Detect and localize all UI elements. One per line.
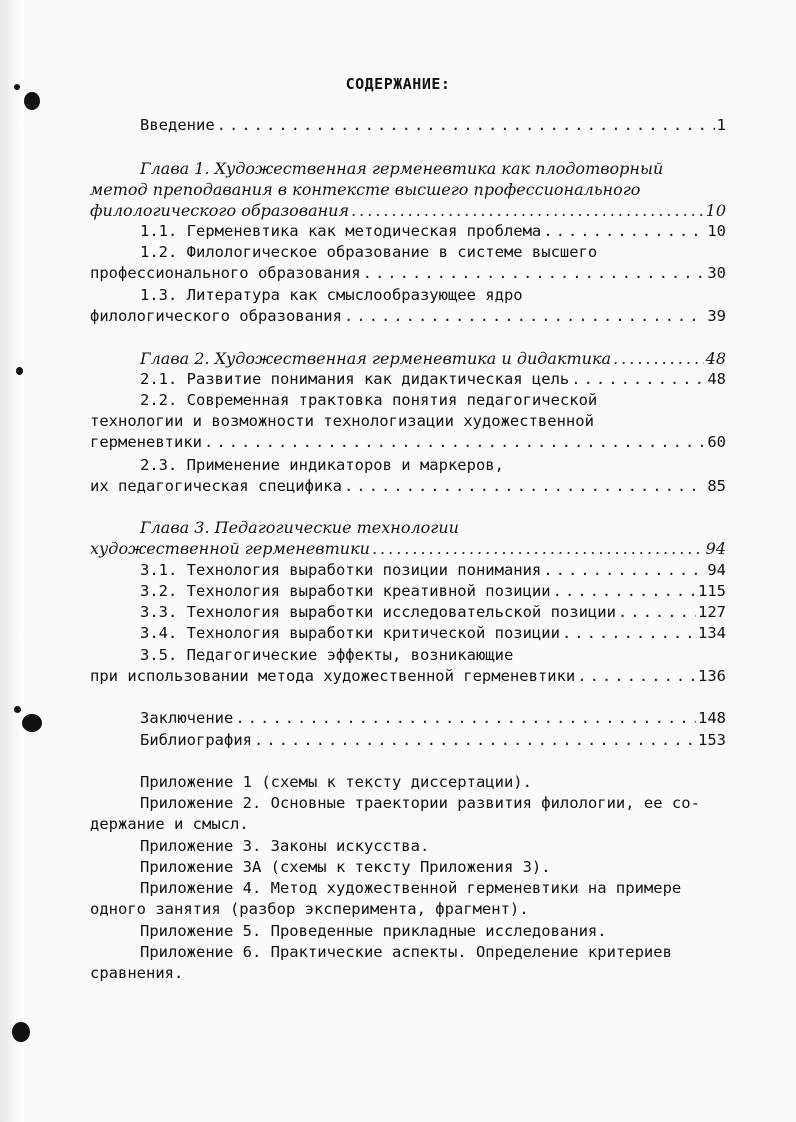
toc-page-number: 94	[707, 561, 726, 579]
toc-entry-3-4	[140, 623, 726, 644]
scan-blot-icon	[24, 92, 40, 110]
toc-entry-conclusion	[140, 708, 726, 729]
toc-entry-text: художественной герменевтики	[90, 539, 370, 558]
toc-entry-text: Библиография	[140, 731, 252, 749]
toc-leader-dots	[363, 263, 706, 284]
toc-leader-dots	[577, 666, 696, 687]
toc-entry-text: филологического образования	[90, 201, 350, 220]
toc-entry-2-3-line1: 2.3. Применение индикаторов и маркеров,	[140, 456, 504, 474]
toc-leader-dots	[553, 581, 696, 602]
appendix-2-line2: держание и смысл.	[90, 815, 249, 833]
toc-entry-3-5-line1: 3.5. Педагогические эффекты, возникающие	[140, 646, 514, 664]
toc-entry-2-2-line1: 2.2. Современная трактовка понятия педагогической	[140, 391, 598, 409]
toc-leader-dots	[204, 432, 705, 453]
toc-page-number: 1	[716, 116, 726, 134]
scan-blot-icon	[16, 367, 23, 375]
toc-entry-text: Глава 2. Художественная герменевтика и дидактика	[140, 349, 612, 368]
appendix-5: Приложение 5. Проведенные прикладные исследования.	[140, 922, 607, 940]
toc-page-number: 48	[705, 349, 726, 368]
toc-leader-dots	[543, 560, 705, 581]
toc-leader-dots	[372, 538, 704, 559]
toc-page-number: 94	[705, 539, 726, 558]
toc-page-number: 85	[707, 477, 726, 495]
toc-entry-2-2	[90, 432, 726, 453]
appendix-2-line1: Приложение 2. Основные траектории развития филологии, ее со-	[140, 794, 700, 812]
appendix-3: Приложение 3. Законы искусства.	[140, 837, 430, 855]
chapter1-heading-line2: метод преподавания в контексте высшего профессионального	[90, 180, 641, 199]
toc-page-number: 60	[707, 433, 726, 451]
toc-entry-2-1	[140, 369, 726, 390]
toc-entry-1-2-line1: 1.2. Филологическое образование в системе высшего	[140, 243, 598, 261]
toc-entry-2-3	[90, 476, 726, 497]
toc-entry-1-3	[90, 306, 726, 327]
toc-entry-text: 3.3. Технология выработки исследовательской позиции	[140, 603, 616, 621]
toc-entry-chapter3	[90, 538, 726, 559]
toc-entry-3-2	[140, 581, 726, 602]
toc-entry-1-1	[140, 221, 726, 242]
toc-page-number: 115	[698, 582, 726, 600]
toc-entry-intro	[140, 115, 726, 136]
chapter3-heading-line1: Глава 3. Педагогические технологии	[140, 518, 459, 537]
appendix-3a: Приложение 3А (схемы к тексту Приложения 3).	[140, 858, 551, 876]
scan-blot-icon	[22, 714, 42, 732]
toc-leader-dots	[344, 476, 705, 497]
toc-leader-dots	[254, 730, 696, 751]
toc-entry-text: герменевтики	[90, 433, 202, 451]
toc-leader-dots	[351, 200, 704, 221]
toc-leader-dots	[217, 115, 715, 136]
toc-leader-dots	[571, 369, 705, 390]
toc-leader-dots	[562, 623, 696, 644]
toc-entry-2-2-line2: технологии и возможности технологизации художественной	[90, 412, 594, 430]
toc-page-number: 153	[698, 731, 726, 749]
toc-page-number: 48	[707, 370, 726, 388]
appendix-4-line1: Приложение 4. Метод художественной герменевтики на примере	[140, 879, 682, 897]
toc-entry-text: их педагогическая специфика	[90, 477, 342, 495]
page-title: СОДЕРЖАНИЕ:	[345, 75, 451, 93]
toc-entry-1-3-line1: 1.3. Литература как смыслообразующее ядро	[140, 286, 523, 304]
toc-page-number: 136	[698, 667, 726, 685]
toc-entry-1-2	[90, 263, 726, 284]
toc-page-number: 30	[707, 264, 726, 282]
appendix-1: Приложение 1 (схемы к тексту диссертации).	[140, 773, 532, 791]
toc-entry-text: при использовании метода художественной герменевтики	[90, 667, 576, 685]
toc-leader-dots	[235, 708, 696, 729]
toc-entry-text: Заключение	[140, 709, 234, 727]
toc-entry-3-1	[140, 560, 726, 581]
toc-leader-dots	[543, 221, 705, 242]
appendix-6-line2: сравнения.	[90, 964, 184, 982]
toc-page-number: 134	[698, 624, 726, 642]
toc-entry-text: 3.1. Технология выработки позиции понимания	[140, 561, 542, 579]
toc-leader-dots	[344, 306, 705, 327]
toc-leader-dots	[613, 348, 704, 369]
toc-entry-chapter1	[90, 200, 726, 221]
toc-entry-text: профессионального образования	[90, 264, 361, 282]
toc-entry-text: Введение	[140, 116, 215, 134]
toc-entry-3-3	[140, 602, 726, 623]
appendix-6-line1: Приложение 6. Практические аспекты. Определение критериев	[140, 943, 672, 961]
toc-leader-dots	[618, 602, 696, 623]
toc-entry-text: 2.1. Развитие понимания как дидактическая цель	[140, 370, 570, 388]
chapter1-heading-line1: Глава 1. Художественная герменевтика как плодотворный	[140, 159, 664, 178]
toc-entry-chapter2	[140, 348, 726, 369]
toc-entry-3-5	[90, 666, 726, 687]
scan-edge-shadow	[0, 0, 20, 1122]
toc-page-number: 127	[698, 603, 726, 621]
appendix-4-line2: одного занятия (разбор эксперимента, фрагмент).	[90, 900, 529, 918]
scan-blot-icon	[14, 706, 21, 713]
toc-entry-text: 1.1. Герменевтика как методическая проблема	[140, 222, 542, 240]
toc-page-number: 10	[705, 201, 726, 220]
toc-entry-text: 3.2. Технология выработки креативной позиции	[140, 582, 551, 600]
toc-page-number: 10	[707, 222, 726, 240]
toc-entry-text: 3.4. Технология выработки критической позиции	[140, 624, 560, 642]
scan-blot-icon	[12, 1022, 30, 1042]
toc-entry-bibliography	[140, 730, 726, 751]
toc-page-number: 148	[698, 709, 726, 727]
toc-entry-text: филологического образования	[90, 307, 342, 325]
toc-page-number: 39	[707, 307, 726, 325]
